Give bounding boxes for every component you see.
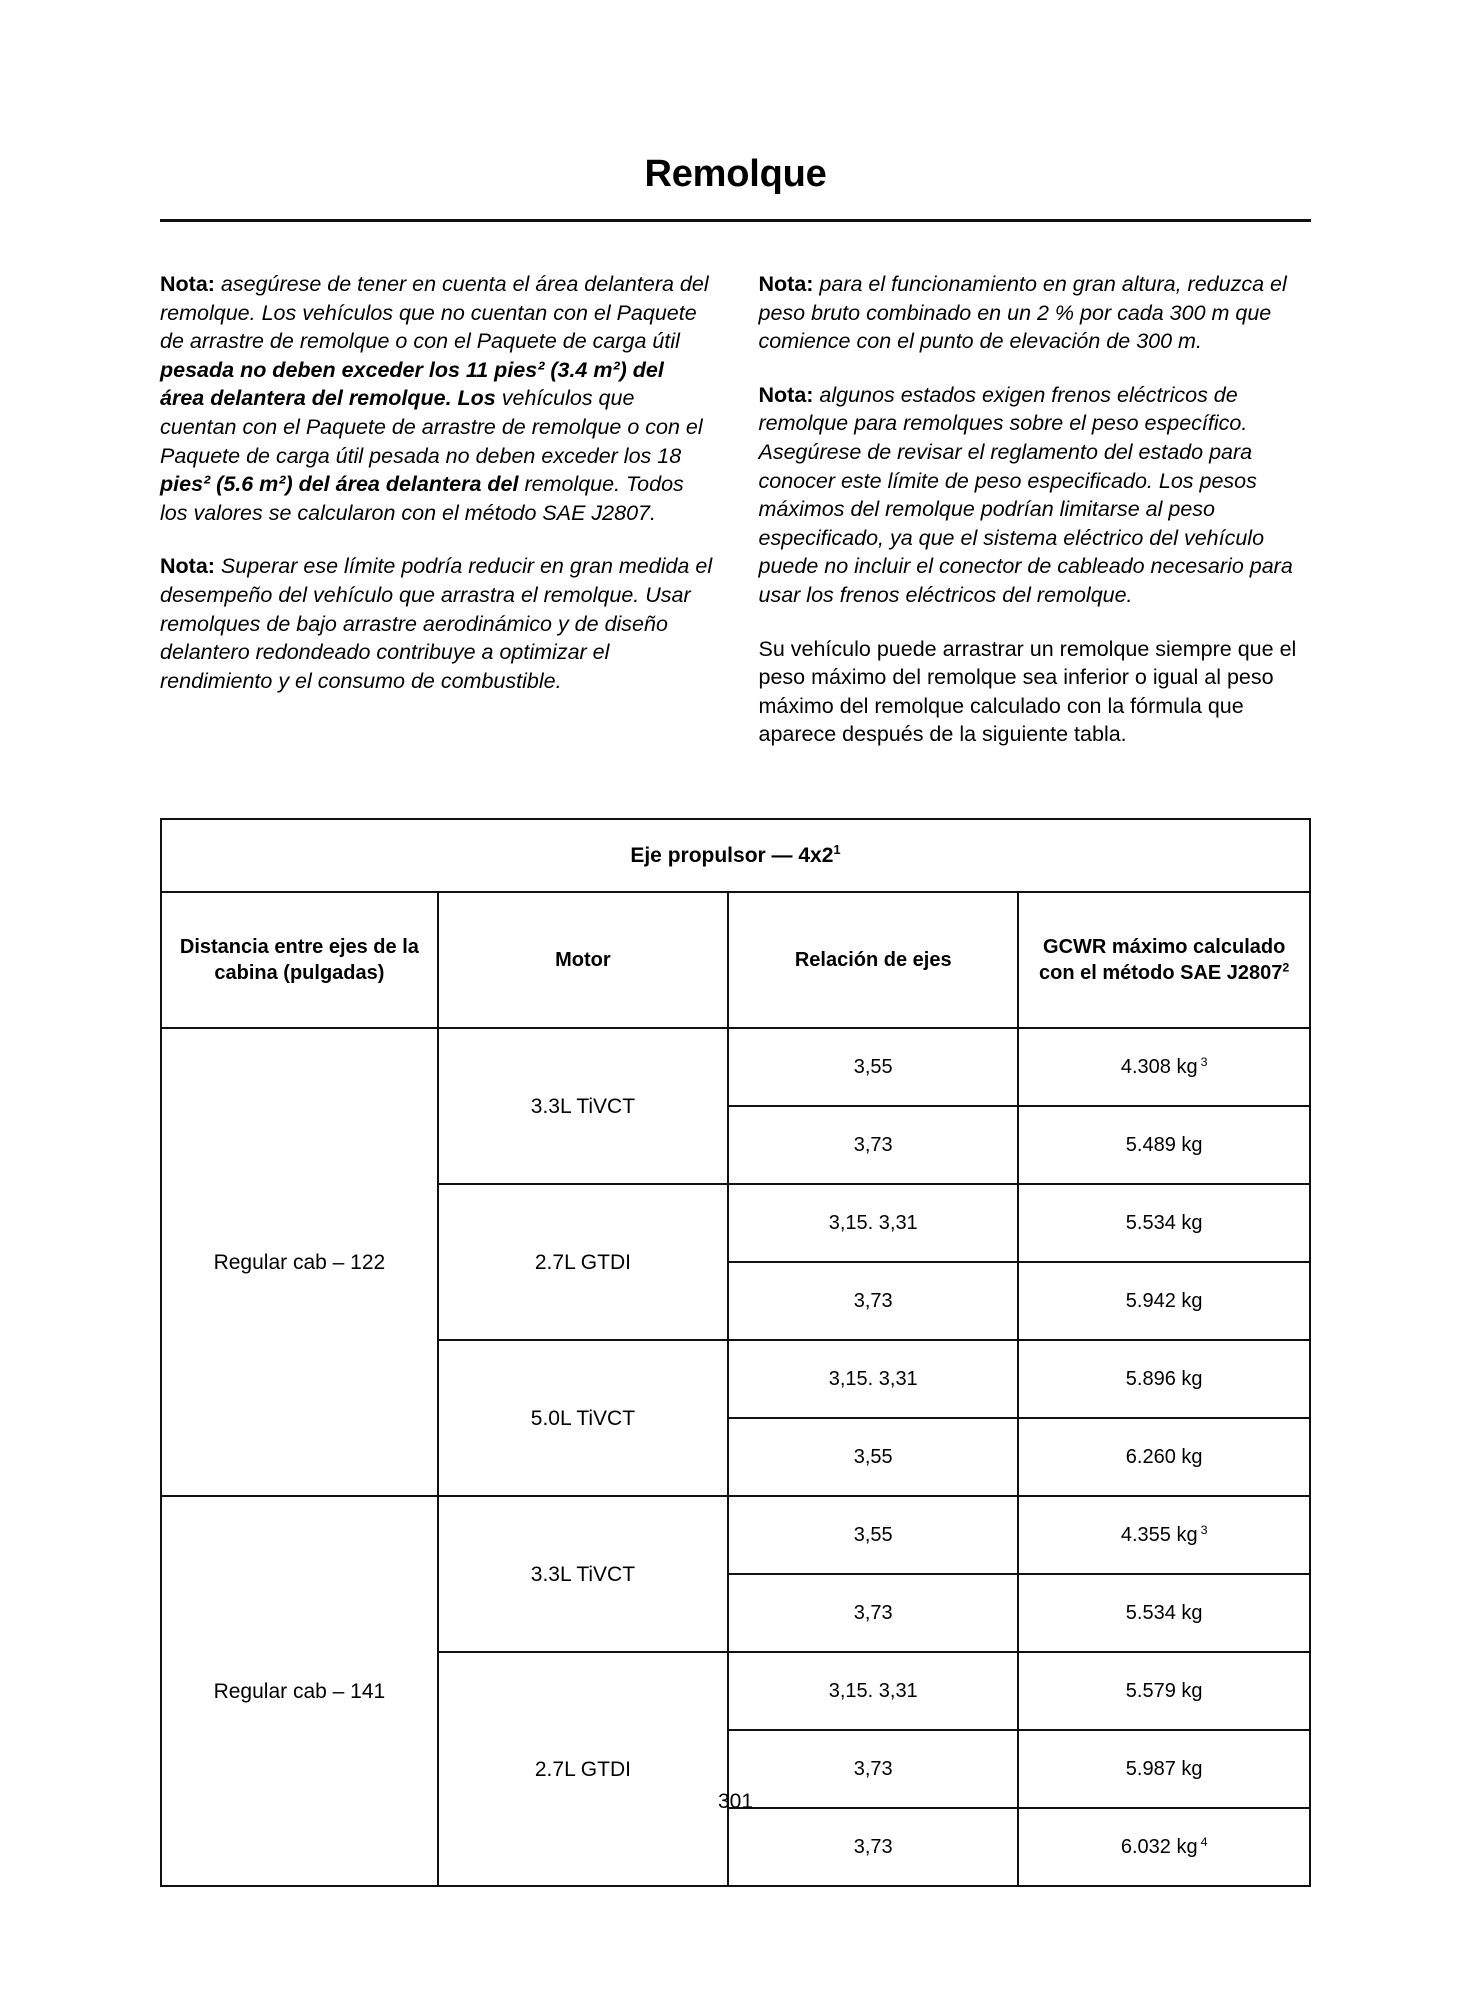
column-header-label: Motor [555,949,611,972]
column-header-label: Relación de ejes [794,949,952,972]
gcwr-cell [1018,1496,1310,1574]
column-header-label: Distancia entre ejes de la cabina (pulgadas) [179,936,419,985]
column-header [1018,892,1310,1028]
note-paragraph [759,270,1312,356]
axle-ratio-cell: 3,73 [728,1808,1018,1886]
note-paragraph [759,381,1312,610]
page-title: Remolque [644,153,827,195]
text-run: Superar ese límite podría reducir en gran medida el desempeño del vehículo que arrastra el remolque. Usar remolques de bajo arrastre aerodinámico y de diseño delantero redondeado contribuye a optimizar el rendimiento y el consumo de combustible. [160,554,713,693]
gcwr-value: 5.579 kg [1125,1680,1203,1703]
body-paragraph [759,635,1312,749]
table-title-row [161,819,1310,892]
table-column-header-row [161,892,1310,1028]
emphasis-run: pies² (5.6 m²) del área delantera del [160,472,519,497]
axle-ratio-cell: 3,55 [728,1496,1018,1574]
table-title-text: Eje propulsor — 4x2 [630,843,834,867]
column-header [728,892,1018,1028]
table-title-footnote: 1 [833,841,841,857]
gcwr-cell [1018,1028,1310,1106]
gcwr-cell [1018,1652,1310,1730]
left-column [160,270,713,774]
gcwr-footnote: 4 [1200,1834,1208,1849]
engine-cell: 2.7L GTDI [438,1652,728,1886]
text-run: vehículos que cuentan con el Paquete de arrastre de remolque o con el Paquete de carga útil pesada no deben exceder los 18 [160,386,703,468]
axle-ratio-cell: 3,55 [728,1418,1018,1496]
axle-ratio-cell: 3,15. 3,31 [728,1184,1018,1262]
right-column [759,270,1312,774]
gcwr-value: 5.534 kg [1125,1602,1203,1625]
axle-ratio-cell: 3,73 [728,1262,1018,1340]
gcwr-value: 6.032 kg [1120,1836,1198,1859]
engine-cell: 5.0L TiVCT [438,1340,728,1496]
page-header [0,0,1471,222]
gcwr-value: 5.489 kg [1125,1134,1203,1157]
axle-ratio-cell: 3,73 [728,1730,1018,1808]
column-header [438,892,728,1028]
text-run: asegúrese de tener en cuenta el área delantera del remolque. Los vehículos que no cuentan con el Paquete de arrastre de remolque o con el Paquete de carga útil [160,272,709,354]
gcwr-value: 4.308 kg [1120,1056,1198,1079]
gcwr-cell [1018,1808,1310,1886]
text-run: Su vehículo puede arrastrar un remolque siempre que el peso máximo del remolque sea inferior o igual al peso máximo del remolque calculado con la fórmula que aparece después de la siguiente tabla. [758,636,1297,747]
note-label: Nota: [160,272,215,296]
note-paragraph [160,270,713,527]
table-row [161,1496,1310,1574]
note-label: Nota: [758,272,814,296]
emphasis-run: pesada no deben exceder los 11 pies² (3.4 m²) del área delantera del remolque. Los [160,357,664,411]
text-run: algunos estados exigen frenos eléctricos de remolque para remolques sobre el peso específico. Asegúrese de revisar el reglamento del estado para conocer este límite de peso especificado. Los pesos máximos del remolque podrían limitarse al peso especificado, ya que el sistema eléctrico del vehículo puede no incluir el conector de cableado necesario para usar los frenos eléctricos del remolque. [758,382,1293,607]
engine-cell: 2.7L GTDI [438,1184,728,1340]
gcwr-value: 5.896 kg [1125,1368,1203,1391]
gcwr-value: 5.534 kg [1125,1212,1203,1235]
gcwr-cell [1018,1418,1310,1496]
table-head [161,819,1310,1028]
table-body [161,1028,1310,1886]
engine-cell: 3.3L TiVCT [438,1496,728,1652]
wheelbase-cell: Regular cab – 141 [161,1496,438,1886]
axle-ratio-cell: 3,55 [728,1028,1018,1106]
towing-capacity-table [160,818,1311,1887]
gcwr-value: 4.355 kg [1120,1524,1198,1547]
two-column-body [160,270,1311,774]
column-header [161,892,438,1028]
note-paragraph [160,552,713,695]
gcwr-value: 5.987 kg [1125,1758,1203,1781]
gcwr-footnote: 3 [1200,1054,1208,1069]
text-run: para el funcionamiento en gran altura, reduzca el peso bruto combinado en un 2 % por cada 300 m que comience con el punto de elevación de 300 m. [758,272,1287,354]
note-label: Nota: [758,382,814,407]
axle-ratio-cell: 3,73 [728,1106,1018,1184]
page-number: 301 [717,1790,754,1813]
title-divider [160,219,1311,222]
column-header-label: GCWR máximo calculado con el método SAE J2807 [1039,936,1286,985]
wheelbase-cell: Regular cab – 122 [161,1028,438,1496]
gcwr-cell [1018,1106,1310,1184]
table-row [161,1028,1310,1106]
engine-cell: 3.3L TiVCT [438,1028,728,1184]
gcwr-value: 6.260 kg [1125,1446,1203,1469]
note-label: Nota: [160,554,215,579]
axle-ratio-cell: 3,15. 3,31 [728,1652,1018,1730]
axle-ratio-cell: 3,73 [728,1574,1018,1652]
gcwr-cell [1018,1574,1310,1652]
gcwr-cell [1018,1262,1310,1340]
gcwr-footnote: 3 [1200,1522,1208,1537]
axle-ratio-cell: 3,15. 3,31 [728,1340,1018,1418]
gcwr-cell [1018,1184,1310,1262]
gcwr-value: 5.942 kg [1125,1290,1203,1313]
text-run: remolque. Todos los valores se calcularon con el método SAE J2807. [160,472,684,525]
gcwr-cell [1018,1340,1310,1418]
table-title-cell [161,819,1310,892]
column-header-footnote: 2 [1282,960,1290,975]
